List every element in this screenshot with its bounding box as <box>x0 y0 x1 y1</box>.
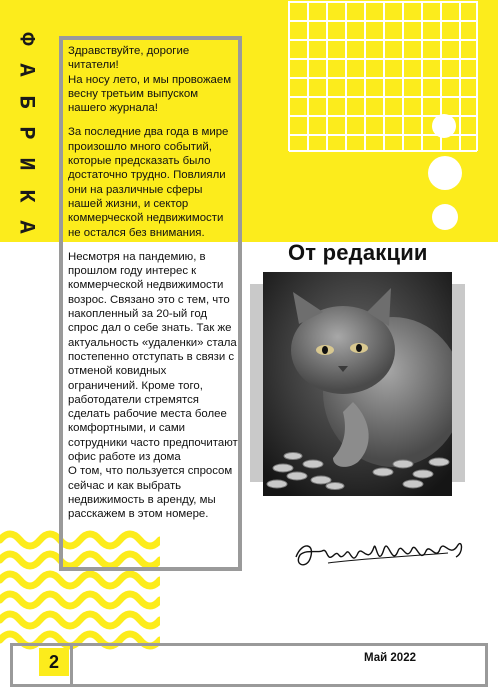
brand-letter: И <box>13 157 39 171</box>
intro-paragraph: На носу лето, и мы провожаем весну третьим выпуском нашего журнала! <box>68 73 232 115</box>
brand-letter: Р <box>13 126 39 140</box>
closing-paragraph: О том, что пользуется спросом сейчас и как выбрать недвижимость в аренду, мы расскажем в этом номере. <box>68 465 233 521</box>
cat-illustration <box>263 272 452 496</box>
brand-letter: К <box>13 189 39 203</box>
pandemic-paragraph: Несмотря на пандемию, в прошлом году интерес к коммерческой недвижимости возрос. Связано это с тем, что накопленный за 20-ый год спрос дал о себе знать. Так же актуальность «удаленки» стала постепенно отступать в связи с отменой ковидных ограничений. Кроме того, работодатели стремятся сделать рабочие места более комфортными, и сами сотрудники часто предпочитают офис работе из дома <box>68 250 238 464</box>
footer-divider <box>10 646 13 684</box>
brand-letter: Ф <box>13 32 39 46</box>
issue-date: Май 2022 <box>364 652 416 664</box>
events-paragraph: За последние два года в мире произошло много событий, которые предсказать было достаточно трудно. Повлияли они на различные сферы нашей жизни, и сектор коммерческой недвижимости не остался без внимания. <box>68 126 229 239</box>
decorative-dot <box>432 204 458 230</box>
brand-letter: А <box>13 63 39 77</box>
footer-divider <box>70 646 73 684</box>
section-heading: От редакции <box>288 240 428 265</box>
brand-letter: Б <box>13 95 39 109</box>
brand-letter: А <box>13 220 39 234</box>
brand-name <box>10 28 42 238</box>
cat-photo <box>263 272 452 496</box>
editorial-text <box>68 44 238 522</box>
editor-signature <box>288 523 468 583</box>
decorative-dot <box>428 156 462 190</box>
footer-bar <box>10 643 488 687</box>
greeting-paragraph: Здравствуйте, дорогие читатели! <box>68 45 190 72</box>
decorative-dot <box>432 114 456 138</box>
footer-divider <box>485 646 488 684</box>
page-number: 2 <box>39 648 69 676</box>
